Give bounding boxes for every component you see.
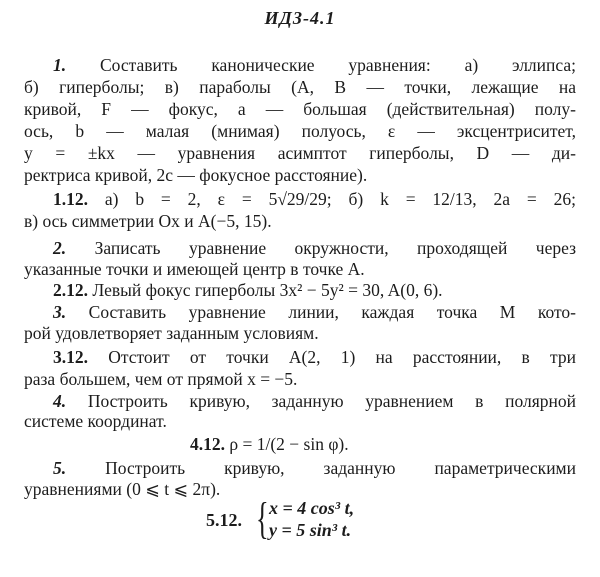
ex112-text-1: а) b = 2, ε = 5√29/29; б) k = 12/13, 2a = 26; xyxy=(104,189,576,209)
ex212-text: Левый фокус гиперболы 3x² − 5y² = 30, A(0, 6). xyxy=(92,280,443,300)
system-brace: { xyxy=(256,494,269,543)
ex212-number: 2.12. xyxy=(53,280,88,300)
task1-line-5: y = ±kx — уравнения асимптот гиперболы, D — ди- xyxy=(24,143,576,163)
ex112-number: 1.12. xyxy=(53,189,88,209)
task1-line-6: ректриса кривой, 2c — фокусное расстояние). xyxy=(24,165,368,185)
task1-line-3: кривой, F — фокус, a — большая (действительная) полу- xyxy=(24,99,576,119)
ex412-text: ρ = 1/(2 − sin φ). xyxy=(229,434,349,454)
task5-line-2: уравнениями (0 ⩽ t ⩽ 2π). xyxy=(24,479,221,499)
ex212-line xyxy=(53,280,443,300)
task1-line-4: ось, b — малая (мнимая) полуось, ε — эксцентриситет, xyxy=(24,121,576,141)
ex512-equation-y: y = 5 sin³ t. xyxy=(269,520,352,540)
task1-line-2: б) гиперболы; в) параболы (A, B — точки, лежащие на xyxy=(24,77,576,97)
document-title: ИДЗ-4.1 xyxy=(264,8,336,28)
ex312-line-1 xyxy=(53,347,576,367)
ex412-line xyxy=(190,434,349,454)
ex312-line-2: раза большем, чем от прямой x = −5. xyxy=(24,369,298,389)
ex312-text-1: Отстоит от точки A(2, 1) на расстоянии, в три xyxy=(108,347,576,367)
ex512-equation-x: x = 4 cos³ t, xyxy=(269,498,355,518)
ex112-line-1 xyxy=(53,189,576,209)
task3-text-1: Составить уравнение линии, каждая точка M кото- xyxy=(88,302,576,322)
task4-number: 4. xyxy=(53,391,67,411)
task2-line-1 xyxy=(53,238,576,258)
ex312-number: 3.12. xyxy=(53,347,88,367)
task4-text-1: Построить кривую, заданную уравнением в полярной xyxy=(87,391,577,411)
task3-number: 3. xyxy=(53,302,67,322)
task2-line-2: указанные точки и имеющей центр в точке A. xyxy=(24,259,365,279)
ex412-number: 4.12. xyxy=(190,434,225,454)
ex112-line-2: в) ось симметрии Ox и A(−5, 15). xyxy=(24,211,272,231)
task5-number: 5. xyxy=(53,458,67,478)
task5-text-1: Построить кривую, заданную параметрическими xyxy=(105,458,576,478)
task1-line-1 xyxy=(53,55,576,75)
ex512-number: 5.12. xyxy=(206,510,242,530)
task3-line-1 xyxy=(53,302,576,322)
task1-number: 1. xyxy=(53,55,67,75)
task2-text-1: Записать уравнение окружности, проходящей через xyxy=(94,238,577,258)
task4-line-2: системе координат. xyxy=(24,411,167,431)
task3-line-2: рой удовлетворяет заданным условиям. xyxy=(24,323,319,343)
task1-text-1: Составить канонические уравнения: а) эллипса; xyxy=(99,55,577,75)
task4-line-1 xyxy=(53,391,576,411)
task2-number: 2. xyxy=(53,238,67,258)
task5-line-1 xyxy=(53,458,576,478)
